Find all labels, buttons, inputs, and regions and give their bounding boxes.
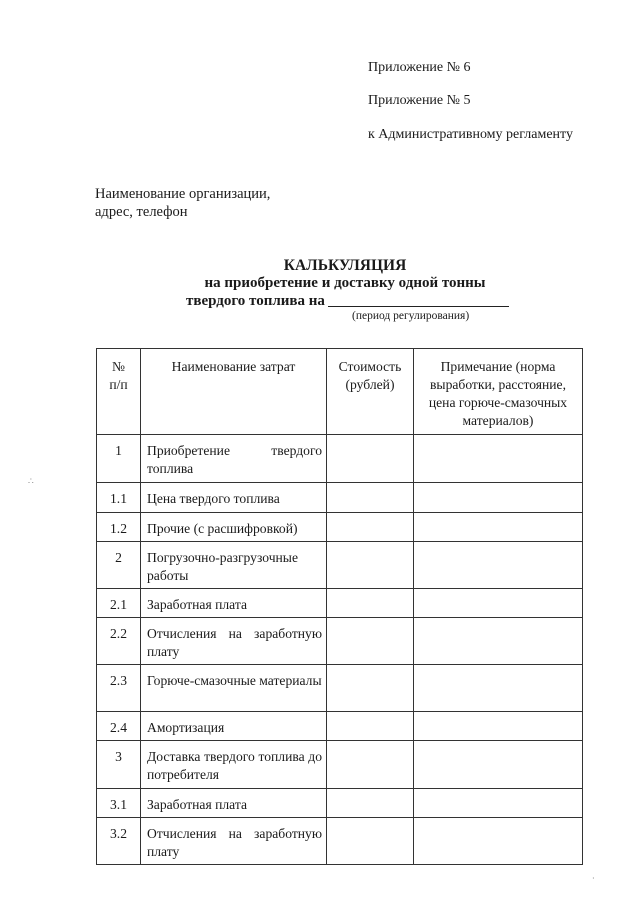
row-number: 1 [97, 435, 141, 483]
row-number: 2.2 [97, 618, 141, 665]
cost-cell[interactable] [327, 665, 414, 712]
note-cell[interactable] [414, 789, 583, 818]
organization-address-label: адрес, телефон [95, 204, 188, 220]
row-name: Отчисления на заработную плату [141, 618, 327, 665]
scan-speck-2: · [592, 874, 595, 883]
note-cell[interactable] [414, 665, 583, 712]
cost-cell[interactable] [327, 513, 414, 542]
annex-reference: к Административному регламенту [368, 127, 573, 142]
note-cell[interactable] [414, 818, 583, 865]
table-row [97, 513, 583, 542]
note-cell[interactable] [414, 741, 583, 789]
header-num [97, 349, 141, 435]
cost-cell[interactable] [327, 741, 414, 789]
cost-cell[interactable] [327, 435, 414, 483]
document-subtitle: на приобретение и доставку одной тонны [204, 275, 486, 291]
header-num-line1: № [112, 359, 125, 374]
note-cell[interactable] [414, 513, 583, 542]
row-name: Цена твердого топлива [141, 483, 327, 513]
cost-table [96, 348, 583, 865]
table-row [97, 483, 583, 513]
note-cell[interactable] [414, 712, 583, 741]
period-hint: (период регулирования) [352, 310, 470, 322]
header-cost [327, 349, 414, 435]
row-name: Заработная плата [141, 589, 327, 618]
document-title: КАЛЬКУЛЯЦИЯ [283, 257, 407, 274]
row-name: Амортизация [141, 712, 327, 741]
row-number: 2.3 [97, 665, 141, 712]
cost-cell[interactable] [327, 789, 414, 818]
table-row [97, 618, 583, 665]
note-cell[interactable] [414, 618, 583, 665]
table-row [97, 789, 583, 818]
row-name-text: Приобретение твердого топлива [147, 443, 322, 476]
row-number: 3.1 [97, 789, 141, 818]
row-name: Горюче-смазочные материалы [141, 665, 327, 712]
period-blank-line [328, 306, 509, 307]
header-cost-line2: (рублей) [345, 377, 395, 392]
header-num-line2: п/п [109, 377, 128, 392]
row-number: 1.2 [97, 513, 141, 542]
header-cost-name: Наименование затрат [141, 349, 327, 435]
table-row [97, 435, 583, 483]
organization-name-label: Наименование организации, [95, 186, 271, 202]
row-name: Погрузочно-разгрузочные работы [141, 542, 327, 589]
row-number: 2.4 [97, 712, 141, 741]
header-note-line4: материалов) [462, 413, 534, 428]
row-name [141, 435, 327, 483]
table-row [97, 818, 583, 865]
note-cell[interactable] [414, 542, 583, 589]
document-subtitle-period: твердого топлива на [186, 293, 325, 309]
note-cell[interactable] [414, 435, 583, 483]
cost-cell[interactable] [327, 712, 414, 741]
cost-cell[interactable] [327, 542, 414, 589]
cost-cell[interactable] [327, 589, 414, 618]
header-note-line1: Примечание (норма [440, 359, 556, 374]
cost-cell[interactable] [327, 618, 414, 665]
row-number: 3 [97, 741, 141, 789]
note-cell[interactable] [414, 483, 583, 513]
table-row [97, 542, 583, 589]
table-row [97, 589, 583, 618]
row-number: 3.2 [97, 818, 141, 865]
row-name: Доставка твердого топлива до потребителя [141, 741, 327, 789]
header-note-line2: выработки, расстояние, [430, 377, 566, 392]
header-note-line3: цена горюче-смазочных [428, 395, 568, 410]
header-cost-line1: Стоимость [338, 359, 402, 374]
table-row [97, 712, 583, 741]
header-note [414, 349, 583, 435]
row-name: Заработная плата [141, 789, 327, 818]
row-name: Отчисления на заработную плату [141, 818, 327, 865]
row-number: 2 [97, 542, 141, 589]
row-name: Прочие (с расшифровкой) [141, 513, 327, 542]
table-row [97, 665, 583, 712]
annex-number-6: Приложение № 6 [368, 60, 471, 75]
note-cell[interactable] [414, 589, 583, 618]
annex-number-5: Приложение № 5 [368, 93, 471, 108]
cost-cell[interactable] [327, 483, 414, 513]
row-number: 2.1 [97, 589, 141, 618]
table-header-row [97, 349, 583, 435]
table-row [97, 741, 583, 789]
cost-cell[interactable] [327, 818, 414, 865]
row-number: 1.1 [97, 483, 141, 513]
scan-speck: ∴ [28, 476, 34, 486]
